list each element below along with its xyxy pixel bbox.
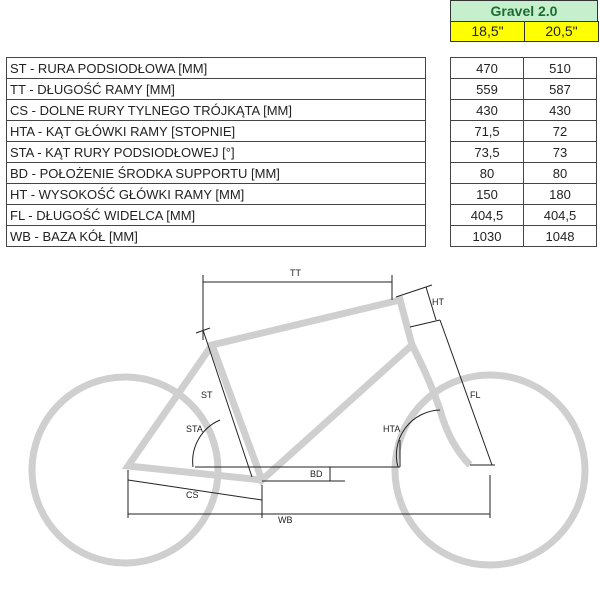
value-size-1: 80: [451, 163, 524, 184]
cs-label: CS: [186, 490, 199, 500]
row-label: CS - DOLNE RURY TYLNEGO TRÓJKĄTA [MM]: [7, 100, 426, 121]
row-label: STA - KĄT RURY PODSIODŁOWEJ [°]: [7, 142, 426, 163]
value-size-1: 71,5: [451, 121, 524, 142]
hta-label: HTA: [383, 424, 401, 434]
value-size-2: 80: [524, 163, 597, 184]
size-2: 20,5": [524, 22, 598, 41]
value-size-2: 510: [524, 58, 597, 79]
row-label: WB - BAZA KÓŁ [MM]: [7, 226, 426, 247]
value-size-2: 72: [524, 121, 597, 142]
value-size-2: 430: [524, 100, 597, 121]
row-label: BD - POŁOŻENIE ŚRODKA SUPPORTU [MM]: [7, 163, 426, 184]
value-size-1: 404,5: [451, 205, 524, 226]
value-size-1: 73,5: [451, 142, 524, 163]
row-label: ST - RURA PODSIODŁOWA [MM]: [7, 58, 426, 79]
bd-label: BD: [310, 469, 323, 479]
value-size-2: 404,5: [524, 205, 597, 226]
value-size-2: 73: [524, 142, 597, 163]
st-label: ST: [201, 390, 213, 400]
main-triangle: [212, 300, 412, 480]
value-size-1: 430: [451, 100, 524, 121]
value-size-1: 559: [451, 79, 524, 100]
value-size-2: 180: [524, 184, 597, 205]
value-size-1: 470: [451, 58, 524, 79]
model-header: Gravel 2.0: [450, 0, 598, 22]
row-label: HTA - KĄT GŁÓWKI RAMY [STOPNIE]: [7, 121, 426, 142]
value-size-2: 587: [524, 79, 597, 100]
row-label: FL - DŁUGOŚĆ WIDELCA [MM]: [7, 205, 426, 226]
value-size-1: 150: [451, 184, 524, 205]
value-size-2: 1048: [524, 226, 597, 247]
sta-label: STA: [186, 424, 203, 434]
ht-label: HT: [432, 297, 444, 307]
row-label: HT - WYSOKOŚĆ GŁÓWKI RAMY [MM]: [7, 184, 426, 205]
fl-label: FL: [470, 390, 481, 400]
row-label: TT - DŁUGOŚĆ RAMY [MM]: [7, 79, 426, 100]
value-size-1: 1030: [451, 226, 524, 247]
wb-label: WB: [278, 515, 293, 525]
tt-label: TT: [290, 268, 301, 278]
front-wheel: [395, 375, 585, 565]
size-1: 18,5": [471, 23, 504, 39]
